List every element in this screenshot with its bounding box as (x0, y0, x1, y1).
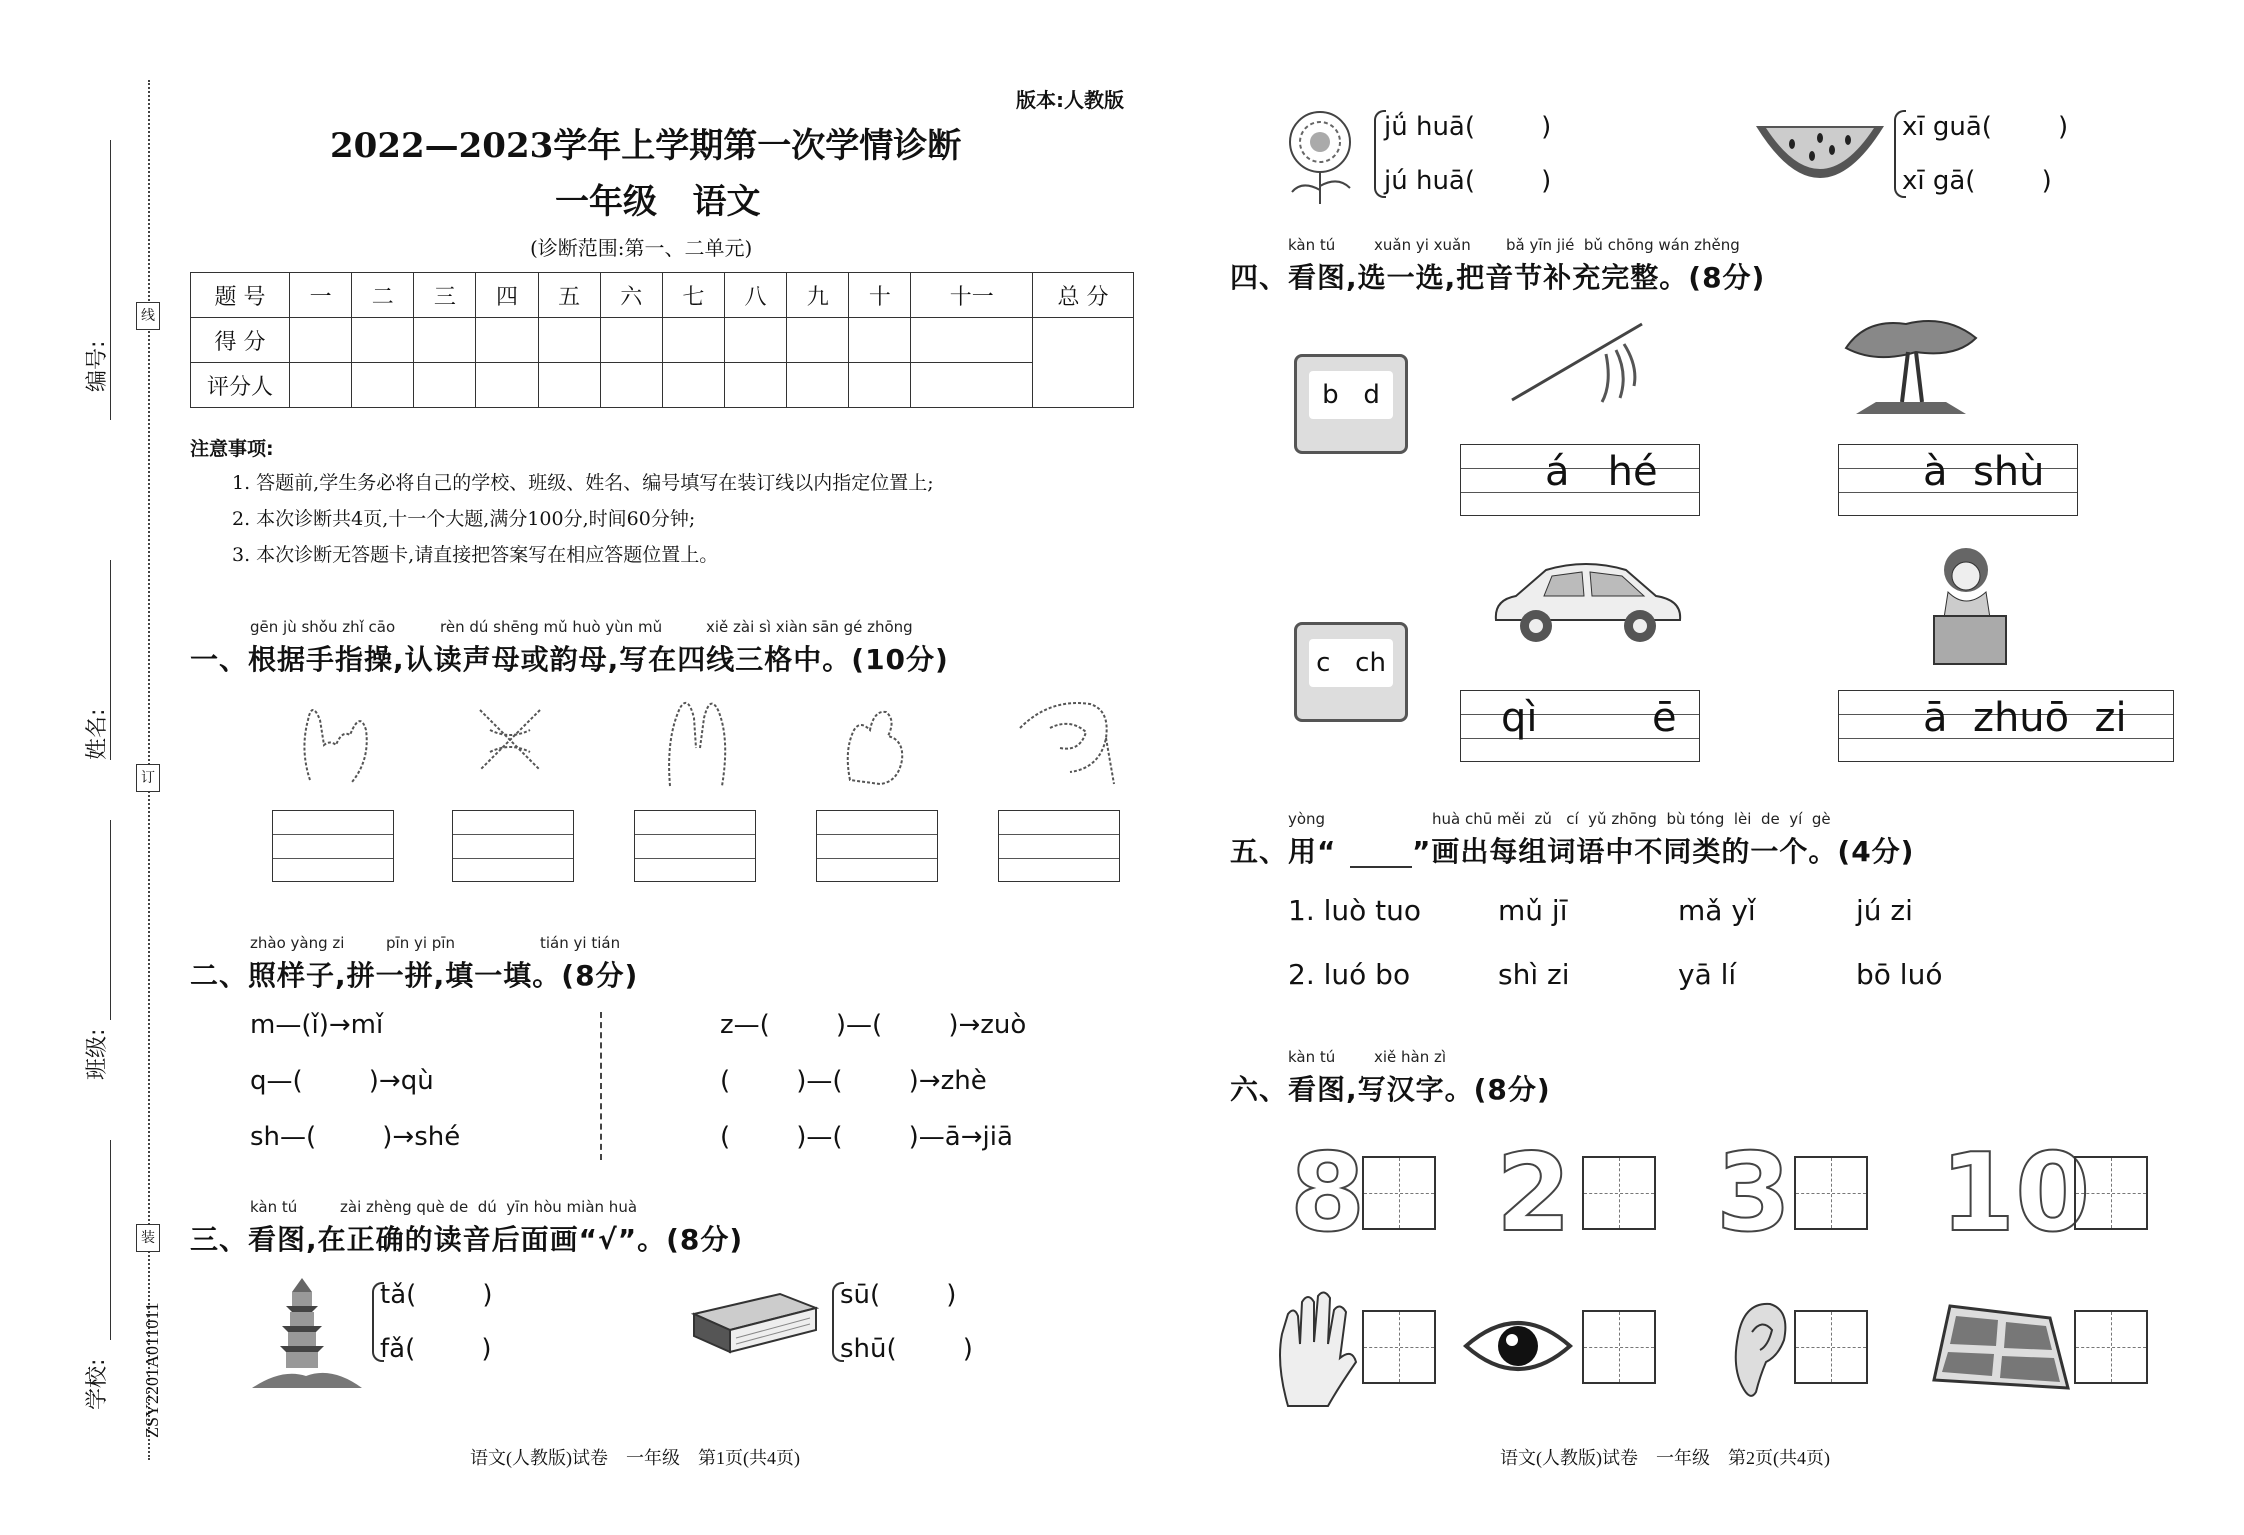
number-eight-icon: 8 (1290, 1131, 1366, 1256)
total-score-cell[interactable] (1033, 318, 1134, 408)
tianzi-grid[interactable] (2074, 1310, 2148, 1384)
score-header-cell: 八 (724, 273, 786, 318)
grader-cell[interactable] (911, 363, 1033, 408)
q5-underline-sample (1350, 866, 1412, 868)
label-id: 编号: (85, 340, 110, 392)
q6-pinyin: xiě hàn zì (1374, 1048, 1447, 1066)
score-header-cell: 四 (476, 273, 538, 318)
q3-pinyin: zài zhèng què de dú yīn hòu miàn huà (340, 1198, 638, 1216)
score-cell[interactable] (538, 318, 600, 363)
score-row (191, 318, 1134, 363)
four-line-grid[interactable] (1838, 690, 2174, 762)
car-icon (1486, 556, 1686, 648)
mark-line: 线 (136, 302, 160, 330)
q4-pinyin: bǎ yīn jié bǔ chōng wán zhěng (1506, 236, 1740, 254)
q1-pinyin: gēn jù shǒu zhǐ cāo (250, 618, 396, 636)
score-header-cell: 三 (414, 273, 476, 318)
notes-title: 注意事项: (190, 438, 274, 460)
tianzi-grid[interactable] (1582, 1156, 1656, 1230)
feather-arrow-icon (1506, 314, 1648, 410)
score-cell[interactable] (911, 318, 1033, 363)
four-line-grid[interactable] (1838, 444, 2078, 516)
hand-gesture-icon (830, 690, 920, 790)
q2-right-item[interactable]: z—( )—( )→zuò (720, 1010, 1027, 1040)
q5-title-start: 五、用“ (1230, 835, 1337, 868)
q3-option[interactable]: xī guā( ) (1902, 112, 2069, 142)
q5-word[interactable]: 2. luó bo (1288, 958, 1411, 991)
q2-title: 二、照样子,拼一拼,填一填。(8分) (190, 959, 639, 992)
score-cell[interactable] (724, 318, 786, 363)
label-class: 班级: (85, 1028, 110, 1080)
binding-line (110, 1140, 111, 1340)
score-cell[interactable] (414, 318, 476, 363)
score-table (190, 272, 1134, 408)
child-wiping-table-icon (1920, 540, 2020, 666)
hand-gesture-icon (650, 688, 740, 792)
scope-note: (诊断范围:第一、二单元) (530, 236, 753, 260)
q5-pinyin: yòng (1288, 810, 1326, 828)
hand-icon (1268, 1284, 1358, 1410)
score-cell[interactable] (600, 318, 662, 363)
q5-word[interactable]: mǔ jī (1498, 894, 1568, 927)
note-item: 2. 本次诊断共4页,十一个大题,满分100分,时间60分钟; (232, 508, 696, 530)
q4-pinyin: xuǎn yi xuǎn (1374, 236, 1471, 254)
number-two-icon: 2 (1496, 1131, 1572, 1256)
tianzi-grid[interactable] (1794, 1310, 1868, 1384)
letter-card-text: c ch (1309, 639, 1393, 687)
q5-word[interactable]: shì zi (1498, 958, 1570, 991)
score-row-label: 得 分 (191, 318, 290, 363)
score-cell[interactable] (662, 318, 724, 363)
edition-label: 版本:人教版 (1016, 88, 1124, 112)
watermelon-icon (1752, 120, 1888, 190)
page-title: 2022—2023学年上学期第一次学情诊断 (330, 126, 962, 166)
number-three-icon: 3 (1716, 1131, 1792, 1256)
q5-title-end: ”画出每组词语中不同类的一个。(4分) (1412, 835, 1915, 868)
score-header-cell: 题 号 (191, 273, 290, 318)
tianzi-grid[interactable] (1582, 1310, 1656, 1384)
q2-pinyin: zhào yàng zi (250, 934, 345, 952)
score-header-cell: 六 (600, 273, 662, 318)
q3-option[interactable]: sū( ) (840, 1280, 957, 1310)
score-cell[interactable] (849, 318, 911, 363)
q3-option[interactable]: xī gā( ) (1902, 166, 2052, 196)
score-cell[interactable] (352, 318, 414, 363)
q3-option[interactable]: jǘ huā( ) (1384, 112, 1552, 142)
q4-title: 四、看图,选一选,把音节补充完整。(8分) (1230, 261, 1766, 294)
q6-title: 六、看图,写汉字。(8分) (1230, 1073, 1551, 1106)
four-line-grid[interactable] (816, 810, 938, 882)
score-header-cell: 总 分 (1033, 273, 1134, 318)
four-line-grid[interactable] (1460, 690, 1700, 762)
grader-cell[interactable] (538, 363, 600, 408)
binding-line (110, 820, 111, 1020)
hand-gesture-icon (1010, 688, 1120, 792)
score-header-cell: 五 (538, 273, 600, 318)
grader-row (191, 363, 1134, 408)
tianzi-grid[interactable] (1362, 1156, 1436, 1230)
note-item: 3. 本次诊断无答题卡,请直接把答案写在相应答题位置上。 (232, 544, 719, 566)
score-header-cell: 十 (849, 273, 911, 318)
footer-left: 语文(人教版)试卷 一年级 第1页(共4页) (470, 1448, 800, 1468)
field-icon (1920, 1300, 2070, 1400)
q3-pinyin: kàn tú (250, 1198, 298, 1216)
q5-word[interactable]: bō luó (1856, 958, 1943, 991)
q5-word[interactable]: mǎ yǐ (1678, 894, 1756, 927)
label-name: 姓名: (85, 708, 110, 760)
score-cell[interactable] (290, 318, 352, 363)
q2-right-item[interactable]: ( )—( )—ā→jiā (720, 1122, 1013, 1152)
q5-word[interactable]: 1. luò tuo (1288, 894, 1422, 927)
grader-cell[interactable] (787, 363, 849, 408)
score-cell[interactable] (476, 318, 538, 363)
q5-pinyin: huà chū měi zǔ cí yǔ zhōng bù tóng lèi de yí gè (1432, 810, 1831, 828)
page-subtitle: 一年级 语文 (555, 182, 761, 222)
q2-divider (600, 1012, 602, 1160)
pagoda-icon (252, 1272, 362, 1390)
score-cell[interactable] (787, 318, 849, 363)
chrysanthemum-icon (1278, 100, 1368, 204)
q2-pinyin: tián yi tián (540, 934, 621, 952)
mark-order: 订 (136, 764, 160, 792)
q3-option[interactable]: jú huā( ) (1384, 166, 1552, 196)
four-line-grid[interactable] (272, 810, 394, 882)
q3-option[interactable]: fǎ( ) (380, 1334, 492, 1364)
score-header-cell: 七 (662, 273, 724, 318)
grader-cell[interactable] (724, 363, 786, 408)
q1-pinyin: xiě zài sì xiàn sān gé zhōng (706, 618, 913, 636)
q2-pinyin: pīn yi pīn (386, 934, 455, 952)
q5-word[interactable]: yā lí (1678, 958, 1737, 991)
number-ten-icon: 10 (1940, 1131, 2091, 1256)
hand-gesture-icon (290, 690, 380, 790)
score-header-cell: 十一 (911, 273, 1033, 318)
hand-gesture-icon (460, 690, 560, 790)
score-header-cell: 九 (787, 273, 849, 318)
q2-left-item[interactable]: q—( )→qù (250, 1066, 434, 1096)
four-line-grid[interactable] (998, 810, 1120, 882)
tree-icon (1836, 308, 1986, 418)
grader-cell[interactable] (352, 363, 414, 408)
score-header-cell: 一 (290, 273, 352, 318)
label-school: 学校: (85, 1358, 110, 1410)
letter-card-text: b d (1309, 371, 1393, 419)
grader-cell[interactable] (414, 363, 476, 408)
four-line-grid[interactable] (452, 810, 574, 882)
four-line-grid[interactable] (634, 810, 756, 882)
letter-card (1294, 622, 1408, 722)
grader-cell[interactable] (662, 363, 724, 408)
tianzi-grid[interactable] (2074, 1156, 2148, 1230)
q5-word[interactable]: jú zi (1856, 894, 1913, 927)
grader-cell[interactable] (600, 363, 662, 408)
four-line-grid[interactable] (1460, 444, 1700, 516)
q6-pinyin: kàn tú (1288, 1048, 1336, 1066)
ear-icon (1722, 1296, 1792, 1404)
book-icon (690, 1290, 820, 1360)
q4-pinyin: kàn tú (1288, 236, 1336, 254)
q1-pinyin: rèn dú shēng mǔ huò yùn mǔ (440, 618, 663, 636)
q2-right-item[interactable]: ( )—( )→zhè (720, 1066, 987, 1096)
grader-cell[interactable] (849, 363, 911, 408)
grader-row-label: 评分人 (191, 363, 290, 408)
tianzi-grid[interactable] (1362, 1310, 1436, 1384)
score-table-header (191, 273, 1134, 318)
q3-option[interactable]: tǎ( ) (380, 1280, 493, 1310)
tianzi-grid[interactable] (1794, 1156, 1868, 1230)
mark-bind: 装 (136, 1224, 160, 1252)
q4-answer: ā zhuō zi (1923, 695, 2127, 741)
grader-cell[interactable] (290, 363, 352, 408)
eye-icon (1462, 1310, 1574, 1380)
q4-answer: à shù (1923, 449, 2045, 495)
q2-left-item[interactable]: sh—( )→shé (250, 1122, 461, 1152)
q4-answer: á hé (1545, 449, 1658, 495)
score-header-cell: 二 (352, 273, 414, 318)
q2-left-item[interactable]: m—(ǐ)→mǐ (250, 1010, 384, 1040)
q3-title: 三、看图,在正确的读音后面画“√”。(8分) (190, 1223, 744, 1256)
grader-cell[interactable] (476, 363, 538, 408)
footer-right: 语文(人教版)试卷 一年级 第2页(共4页) (1500, 1448, 1830, 1468)
letter-card (1294, 354, 1408, 454)
q4-answer: qì ē (1501, 695, 1677, 741)
note-item: 1. 答题前,学生务必将自己的学校、班级、姓名、编号填写在装订线以内指定位置上; (232, 472, 934, 494)
q3-option[interactable]: shū( ) (840, 1334, 973, 1364)
paper-code: ZSY2201A011011 (142, 1302, 162, 1438)
q1-title: 一、根据手指操,认读声母或韵母,写在四线三格中。(10分) (190, 643, 949, 676)
